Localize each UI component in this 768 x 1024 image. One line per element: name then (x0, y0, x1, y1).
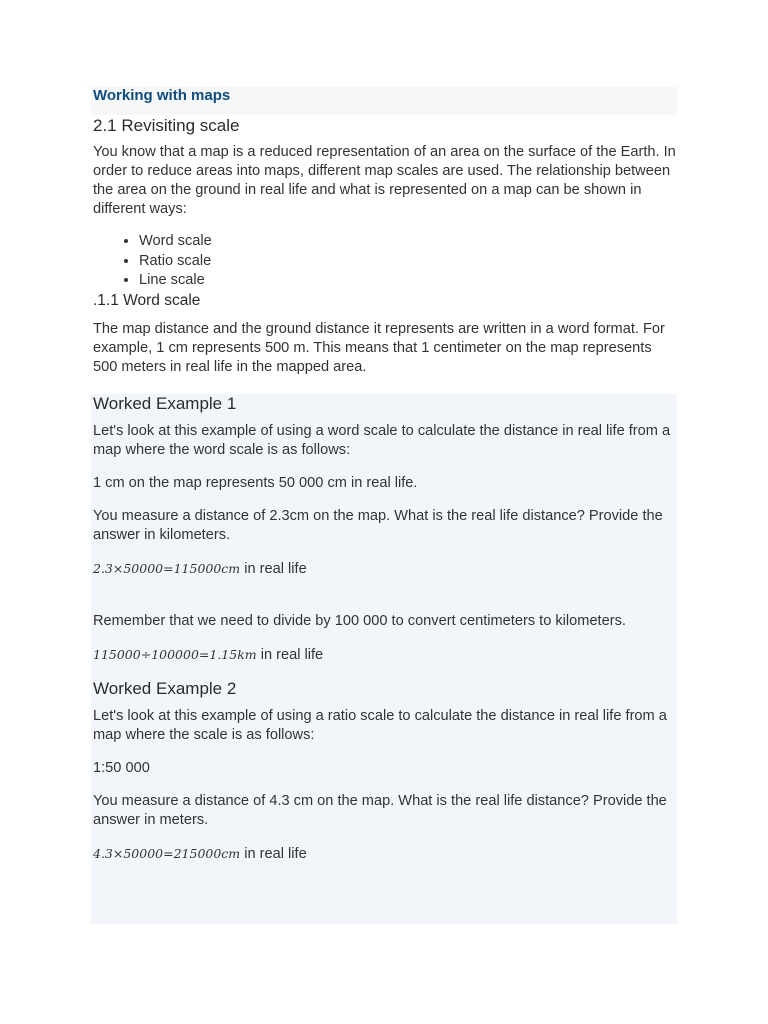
section-title-bar (91, 87, 677, 115)
intro-paragraph: You know that a map is a reduced representation of an area on the surface of the Earth. In order to reduce areas into maps, different map scales are used. The relationship between the area on the ground in real life and what is represented on a map can be shown in different ways: (93, 144, 676, 217)
math-expression: 115000÷100000=1.15km (93, 647, 257, 662)
calc-suffix: in real life (256, 647, 324, 663)
example2-intro: Let's look at this example of using a ratio scale to calculate the distance in real life from a map where the scale is as follows: (93, 708, 667, 743)
calc-suffix: in real life (240, 561, 307, 577)
scale-types-list (93, 232, 677, 291)
word-scale-paragraph: The map distance and the ground distance it represents are written in a word format. For example, 1 cm represents 500 m. This means that 1 centimeter on the map represents 500 meters in real life in the mapped area. (93, 320, 665, 375)
worked-examples-content (93, 394, 677, 864)
heading-worked-example-2: Worked Example 2 (93, 679, 237, 698)
example1-scale: 1 cm on the map represents 50 000 cm in real life. (93, 475, 418, 491)
example1-calculation-2 (93, 645, 677, 665)
example1-intro: Let's look at this example of using a word scale to calculate the distance in real life from a map where the word scale is as follows: (93, 423, 671, 458)
heading-worked-example-1: Worked Example 1 (93, 394, 237, 413)
document-page (93, 87, 677, 862)
calc-suffix: in real life (240, 846, 307, 862)
section-title: Working with maps (93, 87, 231, 104)
heading-revisiting-scale: 2.1 Revisiting scale (93, 116, 240, 135)
heading-word-scale: .1.1 Word scale (93, 291, 201, 309)
math-expression: 4.3×50000=215000cm (93, 846, 241, 861)
example2-question: You measure a distance of 4.3 cm on the map. What is the real life distance? Provide the answer in meters. (93, 793, 667, 828)
list-item: • Word scale (139, 232, 677, 252)
example1-question: You measure a distance of 2.3cm on the map. What is the real life distance? Provide the answer in kilometers. (93, 508, 663, 543)
example2-calculation-1 (93, 844, 677, 864)
list-item: • Line scale (139, 271, 677, 291)
example1-calculation-1 (93, 559, 677, 579)
worked-examples-box (91, 394, 677, 924)
example1-remember-note: Remember that we need to divide by 100 000 to convert centimeters to kilometers. (93, 613, 626, 629)
math-expression: 2.3×50000=115000cm (93, 561, 241, 576)
example2-scale: 1:50 000 (93, 760, 150, 776)
list-item: • Ratio scale (139, 252, 677, 272)
